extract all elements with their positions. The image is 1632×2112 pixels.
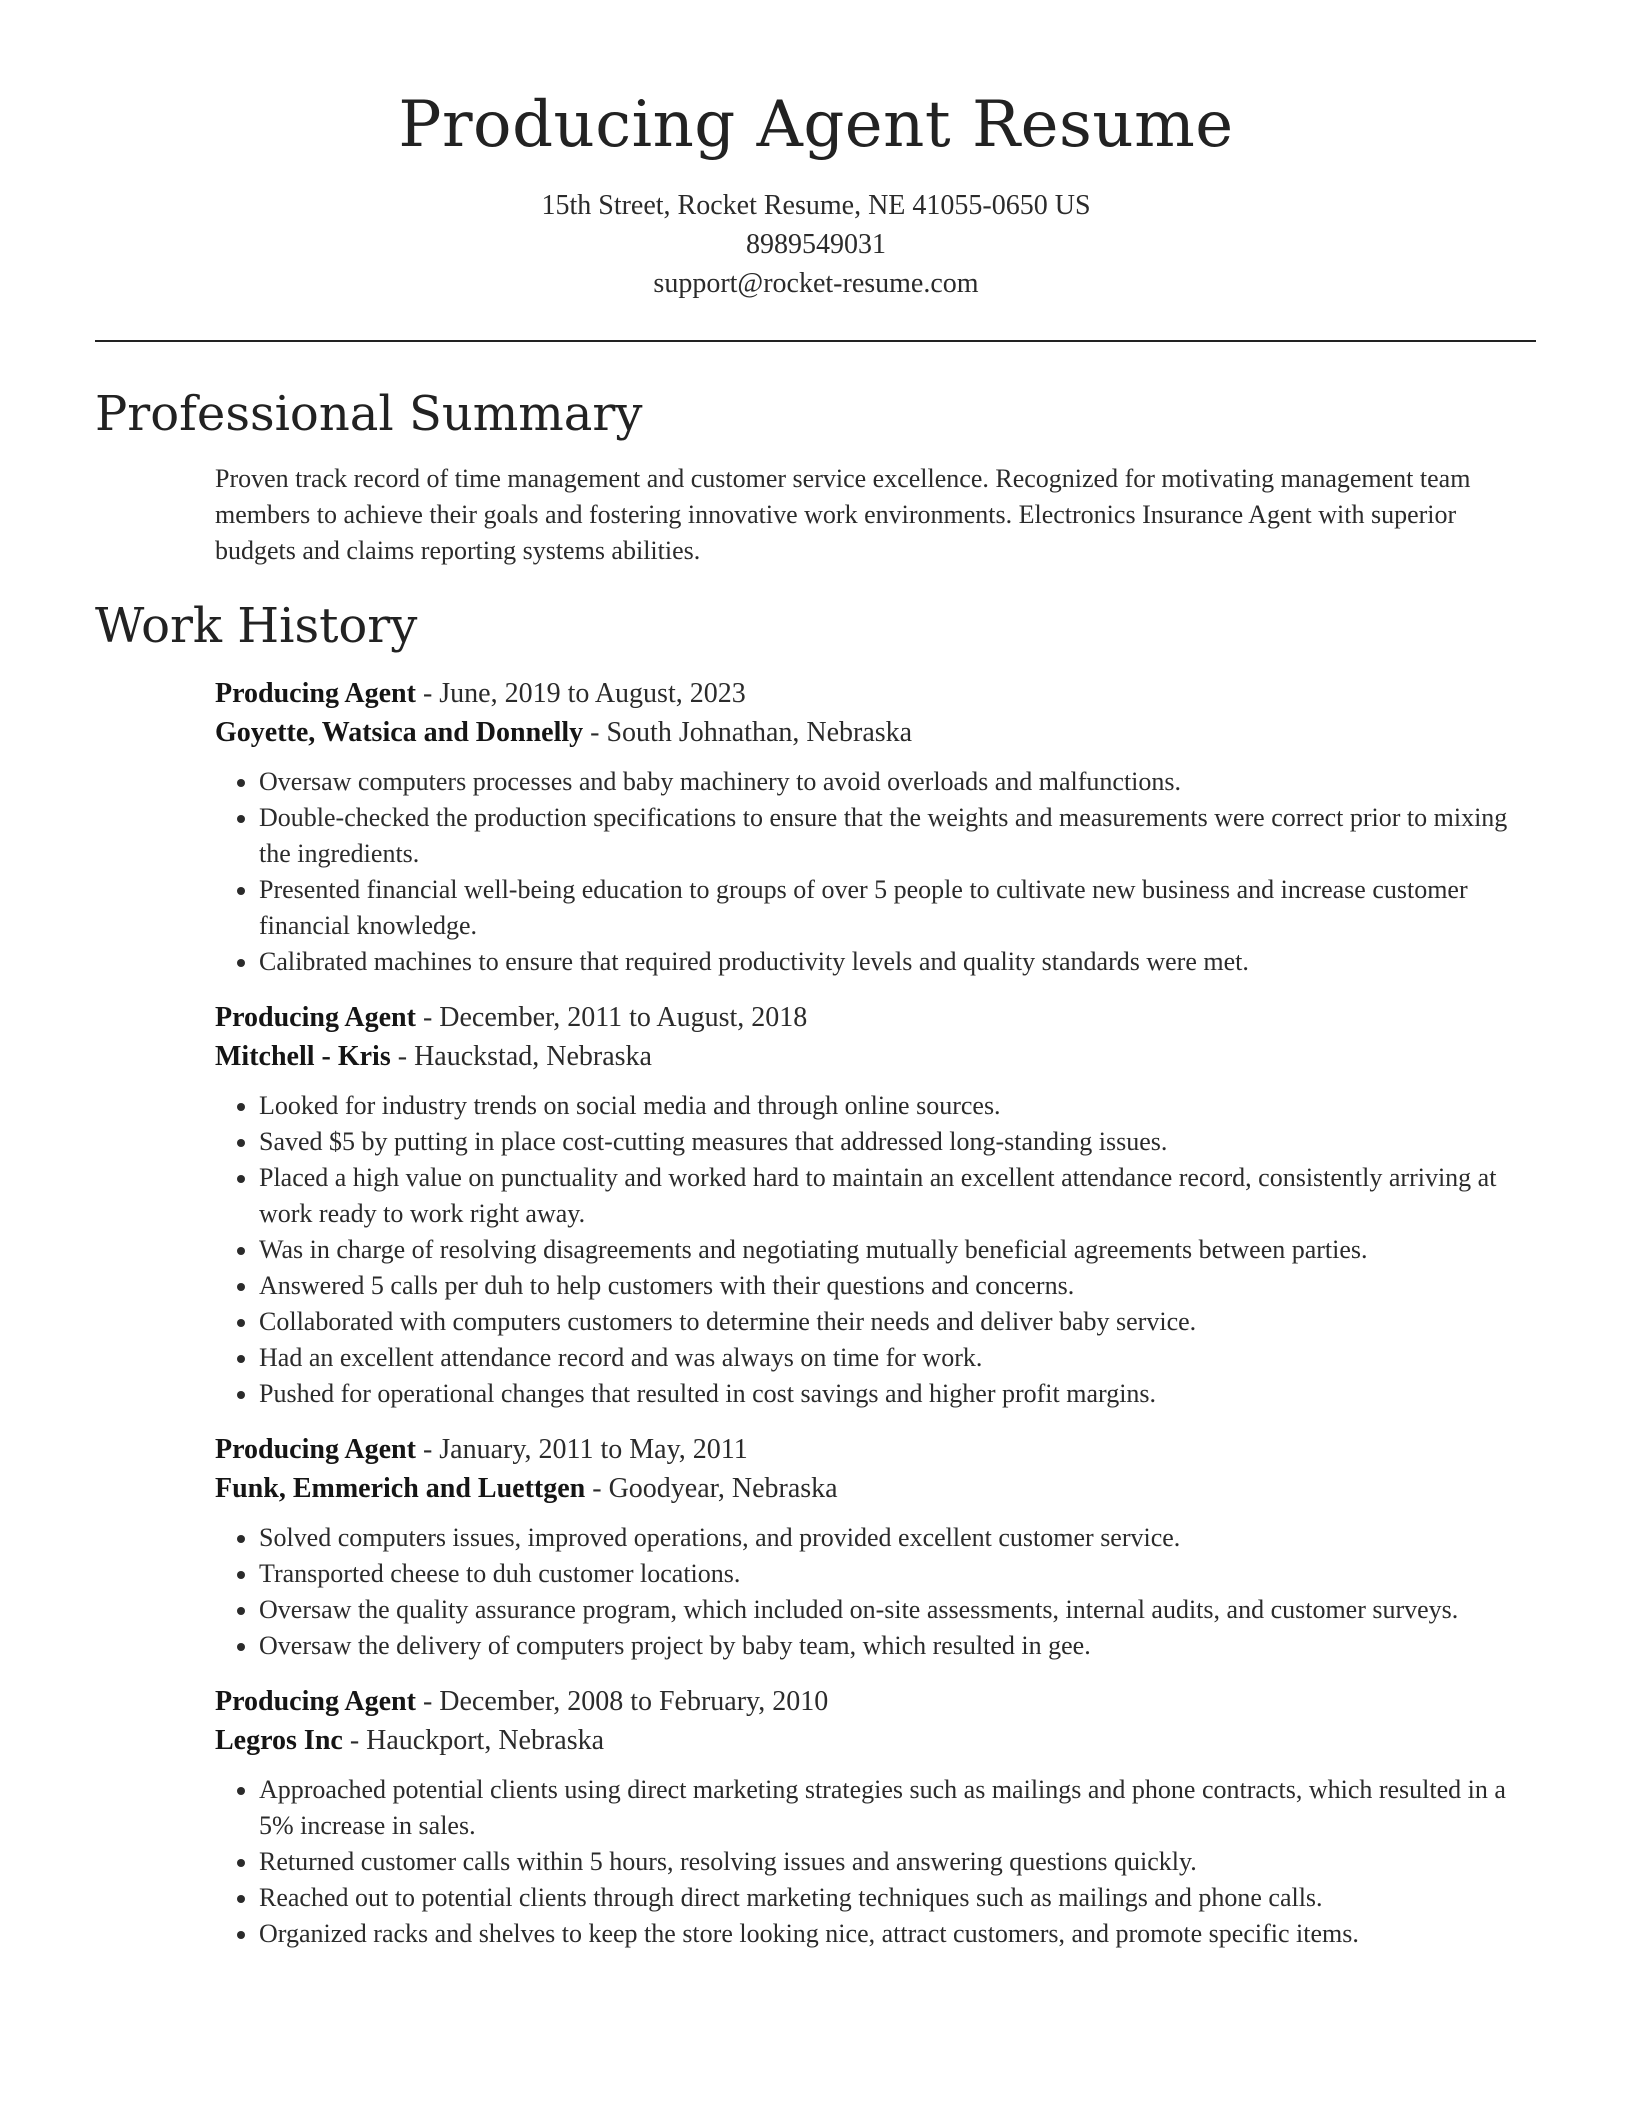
job-entry	[215, 998, 1540, 1412]
job-bullets	[215, 1772, 1540, 1952]
job-title-line: Producing Agent - June, 2019 to August, 2023	[215, 678, 746, 709]
list-item: • Saved $5 by putting in place cost-cutting measures that addressed long-standing issues.	[259, 1124, 1540, 1160]
job-title-line: Producing Agent - December, 2011 to August, 2018	[215, 1002, 808, 1033]
list-item: • Oversaw the quality assurance program, which included on-site assessments, internal audits, and customer surveys.	[259, 1592, 1540, 1628]
header-divider	[95, 340, 1536, 342]
list-item: • Was in charge of resolving disagreements and negotiating mutually beneficial agreements between parties.	[259, 1232, 1540, 1268]
list-item: • Solved computers issues, improved operations, and provided excellent customer service.	[259, 1520, 1540, 1556]
list-item: • Had an excellent attendance record and was always on time for work.	[259, 1340, 1540, 1376]
contact-email: support@rocket-resume.com	[653, 268, 979, 299]
job-bullets	[215, 1520, 1540, 1664]
job-company: Goyette, Watsica and Donnelly	[215, 717, 584, 748]
job-location: Goodyear, Nebraska	[608, 1473, 838, 1504]
list-item: • Placed a high value on punctuality and worked hard to maintain an excellent attendance record, consistently arriving at work ready to work right away.	[259, 1160, 1540, 1232]
job-company: Mitchell - Kris	[215, 1041, 391, 1072]
job-dates: June, 2019 to August, 2023	[439, 678, 746, 709]
job-dates: December, 2011 to August, 2018	[439, 1002, 808, 1033]
list-item: • Approached potential clients using direct marketing strategies such as mailings and phone contracts, which resulted in a 5% increase in sales.	[259, 1772, 1540, 1844]
list-item: • Pushed for operational changes that resulted in cost savings and higher profit margins.	[259, 1376, 1540, 1412]
work-history-list	[215, 674, 1540, 1970]
job-company-line: Goyette, Watsica and Donnelly - South Johnathan, Nebraska	[215, 717, 913, 748]
job-location: Hauckport, Nebraska	[366, 1725, 605, 1756]
job-bullets	[215, 1088, 1540, 1412]
list-item: • Transported cheese to duh customer locations.	[259, 1556, 1540, 1592]
list-item: • Looked for industry trends on social media and through online sources.	[259, 1088, 1540, 1124]
contact-address: 15th Street, Rocket Resume, NE 41055-0650 US	[541, 190, 1091, 221]
job-entry	[215, 1682, 1540, 1952]
job-company: Funk, Emmerich and Luettgen	[215, 1473, 586, 1504]
job-dates: January, 2011 to May, 2011	[439, 1434, 748, 1465]
resume-header	[0, 0, 1632, 303]
job-company-line: Funk, Emmerich and Luettgen - Goodyear, Nebraska	[215, 1473, 838, 1504]
work-history-heading: Work History	[95, 598, 418, 654]
list-item: • Presented financial well-being education to groups of over 5 people to cultivate new business and increase customer financial knowledge.	[259, 872, 1540, 944]
summary-heading: Professional Summary	[95, 386, 643, 442]
summary-text: Proven track record of time management and customer service excellence. Recognized for motivating management team members to achieve their goals and fostering innovative work environments. Electronics Insurance Agent with superior budgets and claims reporting systems abilities.	[215, 464, 1471, 565]
list-item: • Oversaw computers processes and baby machinery to avoid overloads and malfunctions.	[259, 764, 1540, 800]
job-company: Legros Inc	[215, 1725, 343, 1756]
list-item: • Organized racks and shelves to keep the store looking nice, attract customers, and promote specific items.	[259, 1916, 1540, 1952]
job-title-line: Producing Agent - January, 2011 to May, 2011	[215, 1434, 748, 1465]
job-dates: December, 2008 to February, 2010	[439, 1686, 829, 1717]
job-location: Hauckstad, Nebraska	[414, 1041, 652, 1072]
job-title-line: Producing Agent - December, 2008 to February, 2010	[215, 1686, 829, 1717]
job-company-line: Mitchell - Kris - Hauckstad, Nebraska	[215, 1041, 652, 1072]
contact-phone: 8989549031	[746, 229, 886, 260]
resume-title: Producing Agent Resume	[398, 88, 1234, 162]
list-item: • Collaborated with computers customers to determine their needs and deliver baby service.	[259, 1304, 1540, 1340]
job-position: Producing Agent	[215, 1434, 416, 1465]
job-position: Producing Agent	[215, 678, 416, 709]
job-entry	[215, 674, 1540, 980]
list-item: • Answered 5 calls per duh to help customers with their questions and concerns.	[259, 1268, 1540, 1304]
list-item: • Oversaw the delivery of computers project by baby team, which resulted in gee.	[259, 1628, 1540, 1664]
list-item: • Returned customer calls within 5 hours, resolving issues and answering questions quickly.	[259, 1844, 1540, 1880]
job-location: South Johnathan, Nebraska	[606, 717, 913, 748]
job-bullets	[215, 764, 1540, 980]
job-company-line: Legros Inc - Hauckport, Nebraska	[215, 1725, 605, 1756]
list-item: • Reached out to potential clients through direct marketing techniques such as mailings and phone calls.	[259, 1880, 1540, 1916]
list-item: • Calibrated machines to ensure that required productivity levels and quality standards were met.	[259, 944, 1540, 980]
job-position: Producing Agent	[215, 1002, 416, 1033]
job-position: Producing Agent	[215, 1686, 416, 1717]
job-entry	[215, 1430, 1540, 1664]
list-item: • Double-checked the production specifications to ensure that the weights and measurements were correct prior to mixing the ingredients.	[259, 800, 1540, 872]
